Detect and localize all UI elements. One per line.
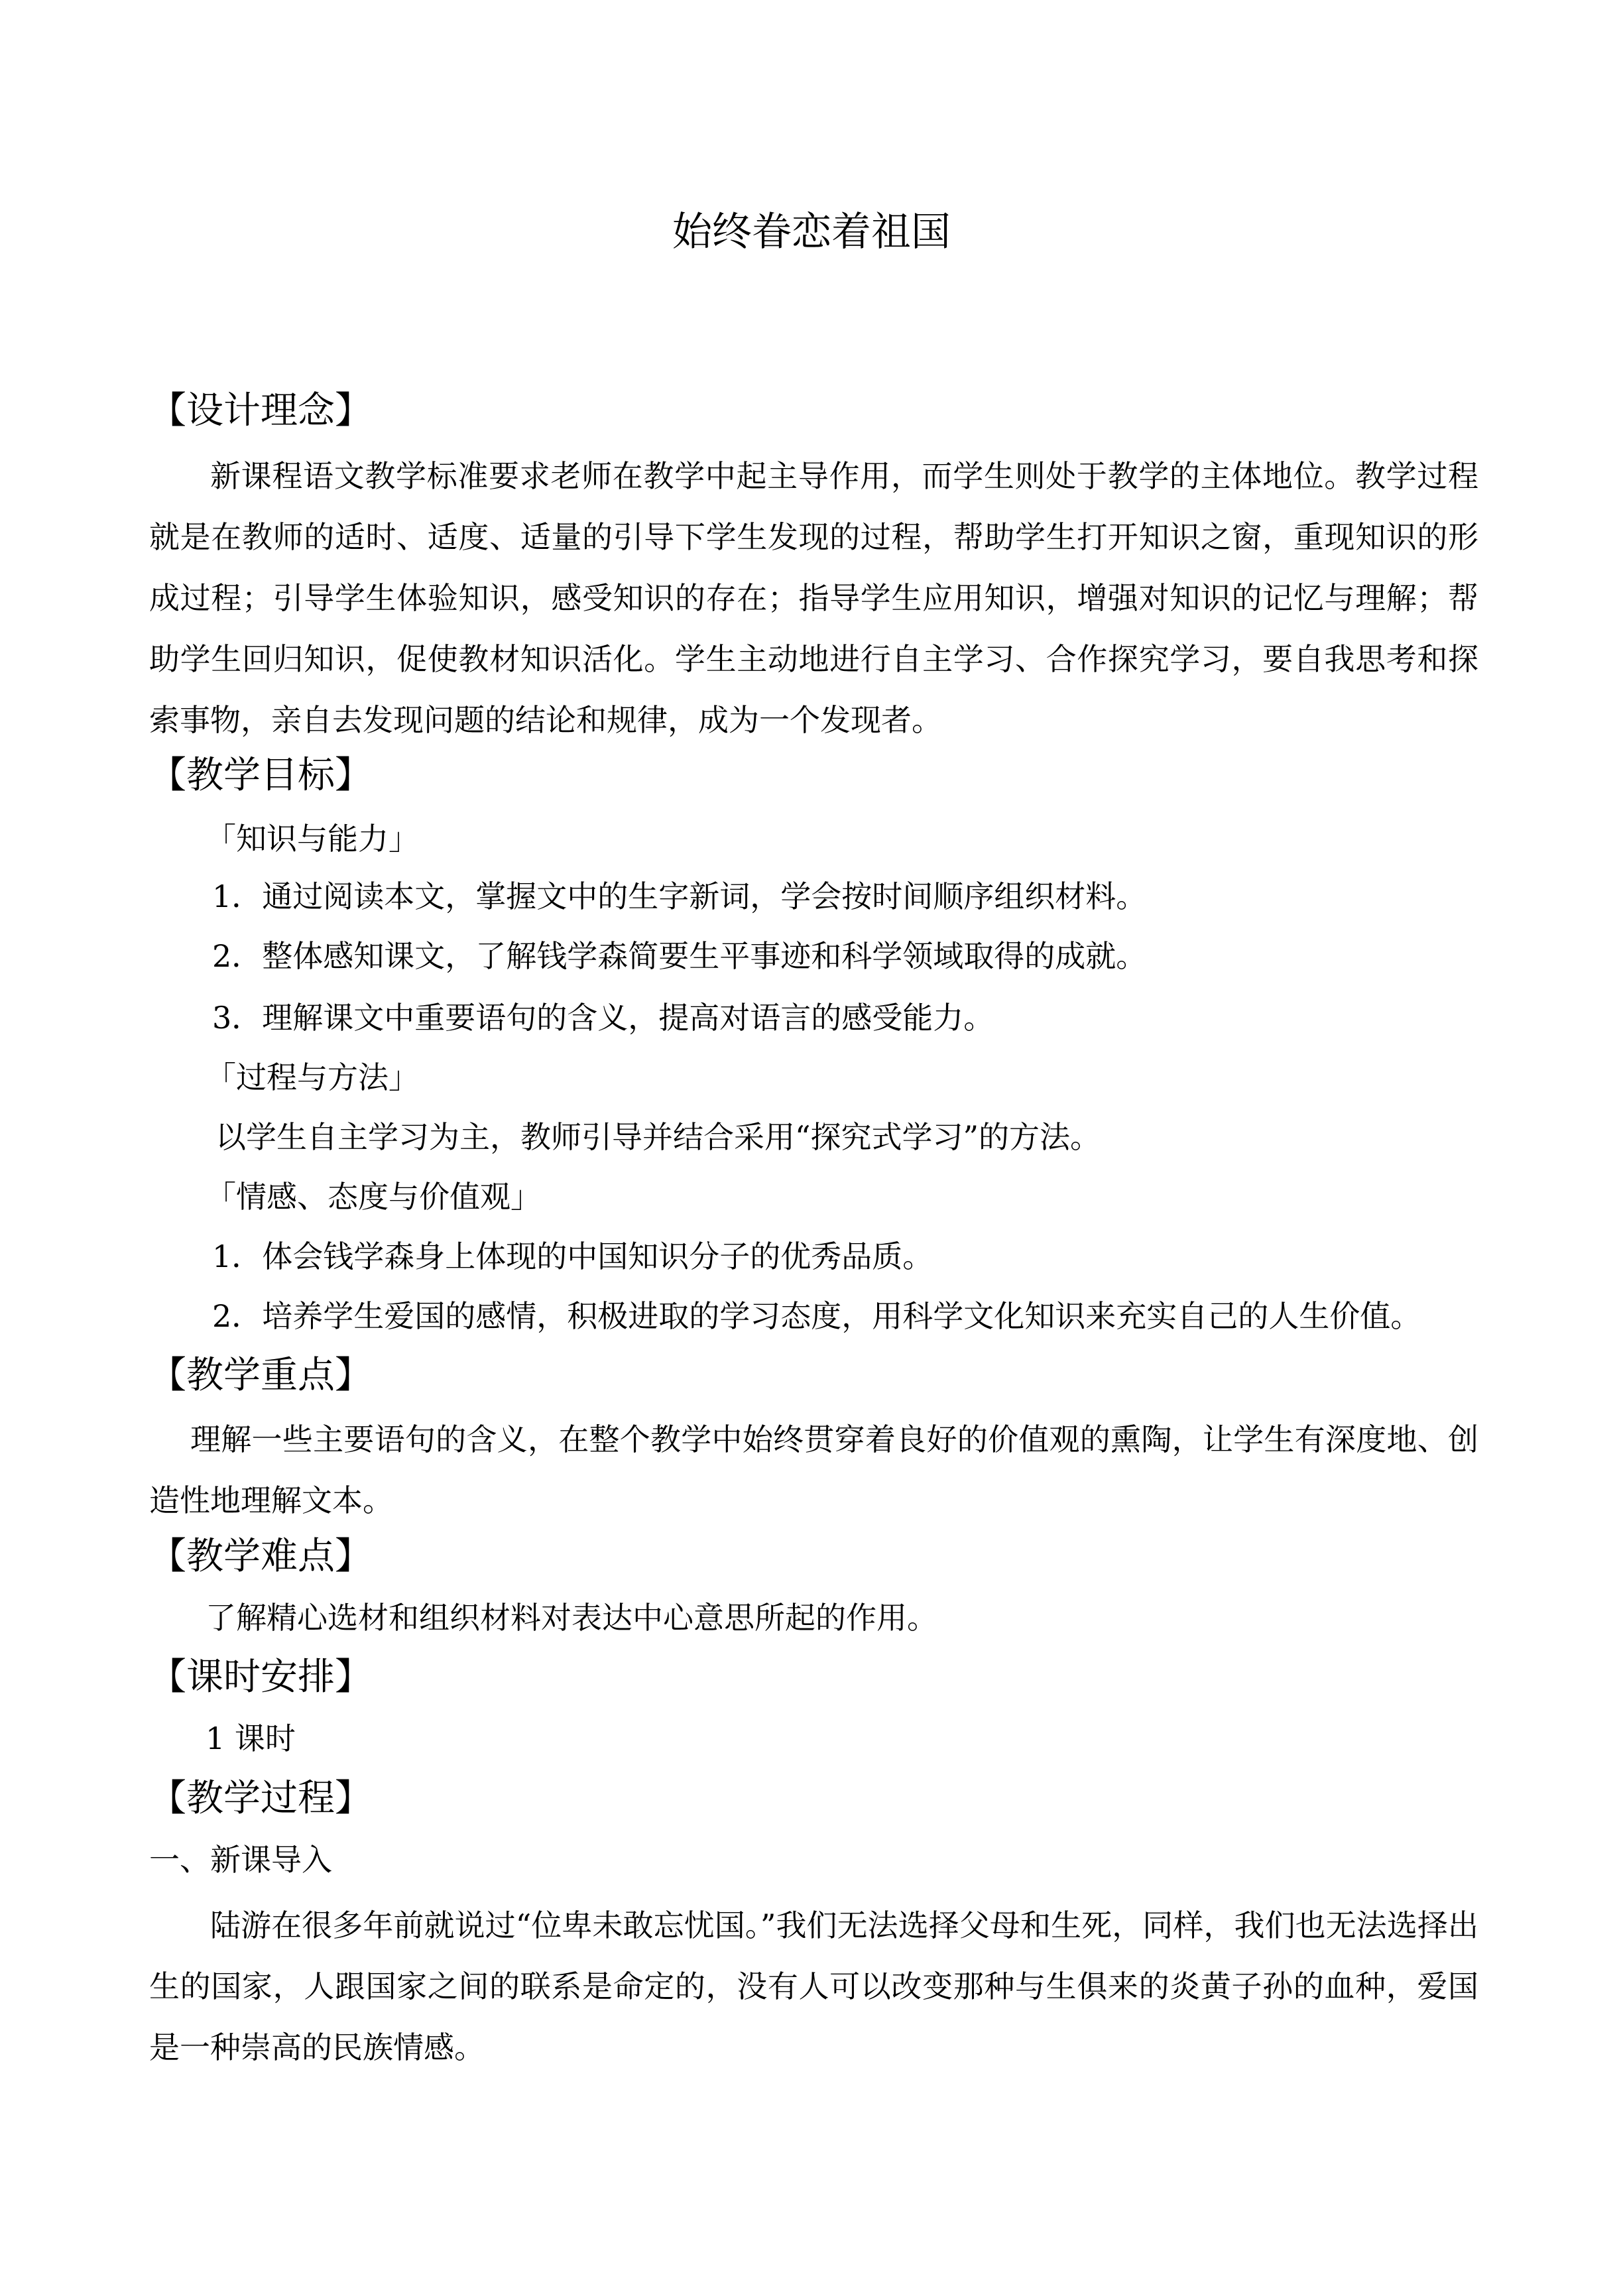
heading-design-concept: 【设计理念】 [149,389,372,432]
process-step1-body: 陆游在很多年前就说过“位卑未敢忘忧国。”我们无法选择父母和生死，同样，我们也无法选择出生的国家，人跟国家之间的联系是命定的，没有人可以改变那种与生俱来的炎黄子孙的血种，爱国是一种崇高的民族情感。 [149,1907,1478,2065]
key-points-body: 理解一些主要语句的含义，在整个教学中始终贯穿着良好的价值观的熏陶，让学生有深度地、创造性地理解文本。 [149,1421,1478,1518]
schedule-body: 1 课时 [206,1721,296,1756]
heading-difficulties: 【教学难点】 [149,1535,372,1578]
heading-teaching-process: 【教学过程】 [149,1777,372,1820]
heading-schedule: 【课时安排】 [149,1656,372,1699]
goals-emotion-item-2: 2．培养学生爱国的感情，积极进取的学习态度，用科学文化知识来充实自己的人生价值。 [212,1298,1421,1334]
goals-process-text: 以学生自主学习为主，教师引导并结合采用“探究式学习”的方法。 [215,1119,1101,1155]
goals-knowledge-item-3: 3．理解课文中重要语句的含义，提高对语言的感受能力。 [212,1000,994,1036]
goals-emotion-label: 「情感、态度与价值观」 [206,1179,541,1215]
document-title: 始终眷恋着祖国 [672,209,951,255]
heading-teaching-goals: 【教学目标】 [149,754,372,797]
design-concept-body: 新课程语文教学标准要求老师在教学中起主导作用，而学生则处于教学的主体地位。教学过程就是在教师的适时、适度、适量的引导下学生发现的过程，帮助学生打开知识之窗，重现知识的形成过程；引导学生体验知识，感受知识的存在；指导学生应用知识，增强对知识的记忆与理解；帮助学生回归知识，促使教材知识活化。学生主动地进行自主学习、合作探究学习，要自我思考和探索事物，亲自去发现问题的结论和规律，成为一个发现者。 [149,458,1478,738]
goals-knowledge-item-1: 1．通过阅读本文，掌握文中的生字新词，学会按时间顺序组织材料。 [212,878,1147,914]
goals-process-label: 「过程与方法」 [206,1059,419,1095]
goals-knowledge-label: 「知识与能力」 [206,821,419,857]
goals-emotion-item-1: 1．体会钱学森身上体现的中国知识分子的优秀品质。 [212,1239,933,1274]
goals-knowledge-item-2: 2．整体感知课文，了解钱学森简要生平事迹和科学领域取得的成就。 [212,938,1147,974]
difficulties-body: 了解精心选材和组织材料对表达中心意思所起的作用。 [206,1600,937,1636]
process-step1-title: 一、新课导入 [149,1842,332,1878]
heading-key-points: 【教学重点】 [149,1354,372,1397]
